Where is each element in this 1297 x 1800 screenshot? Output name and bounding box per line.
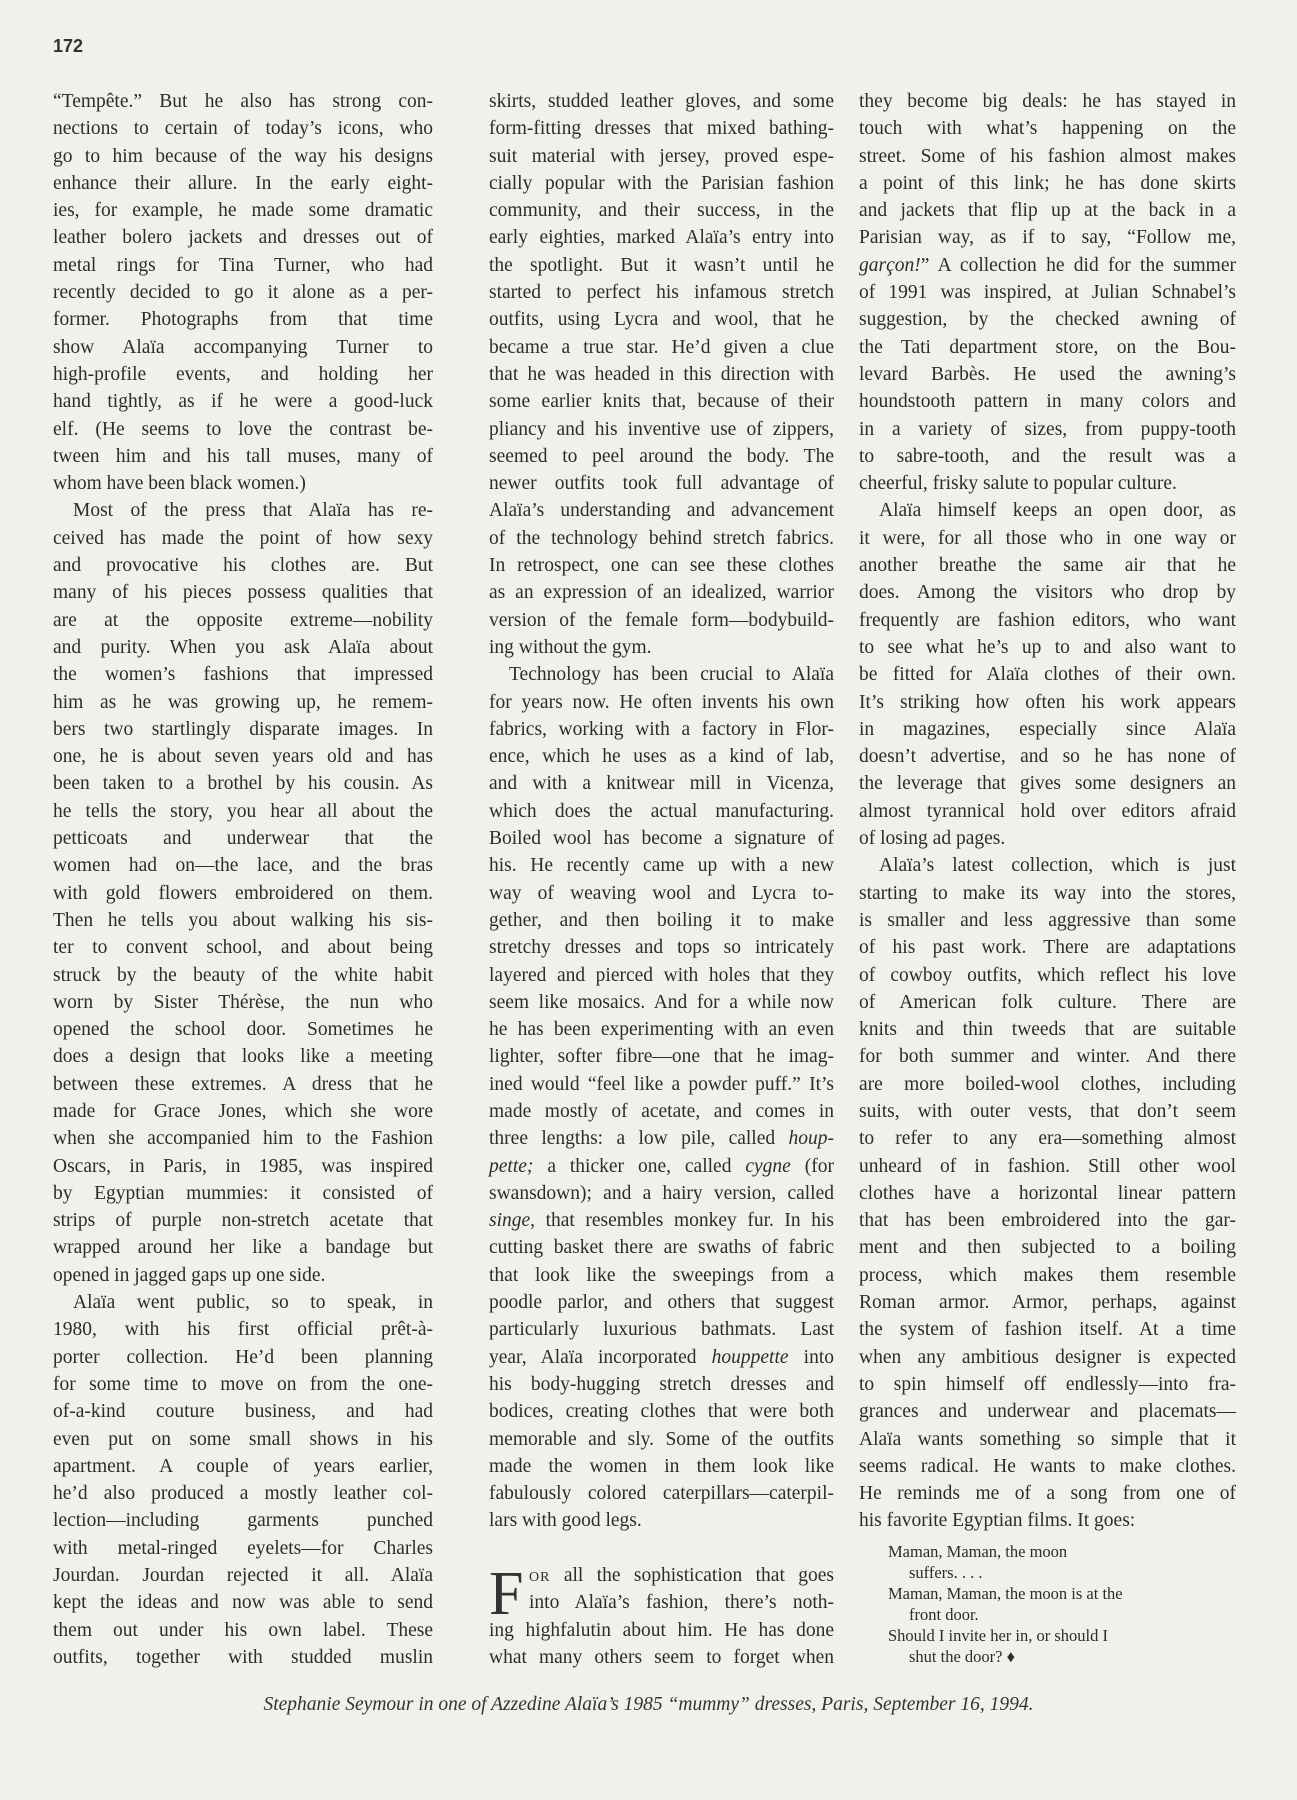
text-line: of losing ad pages. — [859, 828, 1006, 850]
text-line: ies, for example, he made some dramatic — [53, 200, 433, 222]
text-line: to spin himself off endlessly—into fra- — [859, 1373, 1236, 1395]
text-line: of cowboy outfits, which reflect his love — [859, 964, 1236, 986]
text-span: three lengths: a low pile, called — [489, 1128, 789, 1150]
text-line: gether, and then boiling it to make — [489, 909, 834, 931]
text-line: women had on—the lace, and the bras — [53, 855, 433, 877]
text-line: kept the ideas and now was able to send — [53, 1592, 433, 1614]
text-line: Parisian way, as if to say, “Follow me, — [859, 227, 1236, 249]
italic-text: garçon! — [859, 254, 921, 276]
text-line — [489, 1562, 834, 1589]
song-quote — [859, 1541, 1236, 1667]
text-line: Alaïa wants something so simple that it — [859, 1428, 1236, 1450]
text-line: for some time to move on from the one- — [53, 1373, 433, 1395]
text-line: swansdown); and a hairy version, called — [489, 1182, 834, 1204]
text-line: he tells the story, you hear all about the — [53, 800, 433, 822]
text-line: “Tempête.” But he also has strong con- — [53, 91, 433, 112]
text-line: are at the opposite extreme—nobility — [53, 609, 433, 631]
text-line: outfits, together with studded muslin — [53, 1646, 433, 1668]
text-line: Roman armor. Armor, perhaps, against — [859, 1292, 1236, 1314]
text-line: when any ambitious designer is expected — [859, 1346, 1236, 1368]
text-line: poodle parlor, and others that suggest — [489, 1292, 834, 1314]
italic-text: houp- — [788, 1128, 834, 1150]
text-line: nections to certain of today’s icons, who — [53, 118, 433, 140]
text-line: by Egyptian mummies: it consisted of — [53, 1182, 433, 1204]
text-line: strips of purple non-stretch acetate that — [53, 1210, 433, 1232]
text-line: Jourdan. Jourdan rejected it all. Alaïa — [53, 1565, 433, 1587]
text-line: go to him because of the way his designs — [53, 145, 433, 167]
text-line: made mostly of acetate, and comes in — [489, 1100, 834, 1122]
text-span: , that resembles monkey fur. In his — [530, 1210, 834, 1232]
text-line: frequently are fashion editors, who want — [859, 609, 1236, 631]
text-line: a point of this link; he has done skirts — [859, 172, 1236, 194]
text-line: what many others seem to forget when — [489, 1646, 834, 1668]
text-line: ing highfalutin about him. He has done — [489, 1619, 834, 1641]
paragraph — [859, 497, 1236, 852]
text-line: metal rings for Tina Turner, who had — [53, 254, 433, 276]
text-line: seems radical. He wants to make clothes. — [859, 1455, 1236, 1477]
italic-text: cygne — [745, 1155, 791, 1177]
text-line: lighter, softer fibre—one that he imag- — [489, 1046, 834, 1068]
text-line: his body-hugging stretch dresses and — [489, 1373, 834, 1395]
text-line: one, he is about seven years old and has — [53, 746, 433, 768]
text-line: In retrospect, one can see these clothes — [489, 555, 834, 577]
text-line: houndstooth pattern in many colors and — [859, 391, 1236, 413]
text-line: some earlier knits that, because of their — [489, 391, 834, 413]
text-span: a thicker one, called — [533, 1155, 746, 1177]
text-line: cheerful, frisky salute to popular culture. — [859, 473, 1177, 495]
text-line: for both summer and winter. And there — [859, 1046, 1236, 1068]
text-line: former. Photographs from that time — [53, 309, 433, 331]
text-line: layered and pierced with holes that they — [489, 964, 834, 986]
text-line: suit material with jersey, proved espe- — [489, 145, 834, 167]
text-line: opened in jagged gaps up one side. — [53, 1264, 326, 1286]
drop-cap: F — [489, 1560, 524, 1629]
text-line: into Alaïa’s fashion, there’s noth- — [529, 1592, 834, 1614]
verse-line: Maman, Maman, the moon — [888, 1541, 1068, 1561]
verse-line-continuation: front door. — [909, 1604, 979, 1624]
text-line: that look like the sweepings from a — [489, 1264, 834, 1286]
text-line: the women’s fashions that impressed — [53, 664, 433, 686]
text-line: of American folk culture. There are — [859, 991, 1236, 1013]
text-line: his. He recently came up with a new — [489, 855, 834, 877]
text-line: hand tightly, as if he were a good-luck — [53, 391, 433, 413]
paragraph — [859, 88, 1236, 497]
text-line: bodices, creating clothes that were both — [489, 1401, 834, 1423]
text-span: all the sophistication that goes — [550, 1565, 834, 1587]
text-line: porter collection. He’d been planning — [53, 1346, 433, 1368]
text-line: almost tyrannical hold over editors afraid — [859, 800, 1236, 822]
text-line: he has been experimenting with an even — [489, 1019, 834, 1041]
text-line: recently decided to go it alone as a per- — [53, 282, 433, 304]
text-line: with gold flowers embroidered on them. — [53, 882, 433, 904]
text-line: Alaïa’s latest collection, which is just — [879, 855, 1236, 877]
text-line: petticoats and underwear that the — [53, 828, 433, 850]
text-line: ence, which he uses as a kind of lab, — [489, 746, 834, 768]
paragraph — [53, 1289, 433, 1671]
text-line: Oscars, in Paris, in 1985, was inspired — [53, 1155, 433, 1177]
text-line: 1980, with his first official prêt-à- — [53, 1319, 433, 1341]
text-line — [859, 252, 1236, 279]
text-line — [489, 1125, 834, 1152]
text-line: his favorite Egyptian films. It goes: — [859, 1510, 1136, 1532]
verse-line: Maman, Maman, the moon is at the — [888, 1583, 1123, 1603]
text-line: ter to convent school, and about being — [53, 937, 433, 959]
text-span: into — [788, 1346, 834, 1368]
text-line: made the women in them look like — [489, 1455, 834, 1477]
text-line: him as he was growing up, he remem- — [53, 691, 433, 713]
text-line: with metal-ringed eyelets—for Charles — [53, 1537, 433, 1559]
text-line: street. Some of his fashion almost makes — [859, 145, 1236, 167]
text-span: (for — [790, 1155, 834, 1177]
text-line: Alaïa’s understanding and advancement — [489, 500, 834, 522]
text-line: many of his pieces possess qualities that — [53, 582, 433, 604]
paragraph — [489, 1562, 834, 1671]
text-line: elf. (He seems to love the contrast be- — [53, 418, 433, 440]
text-line: cially popular with the Parisian fashion — [489, 172, 834, 194]
text-line — [489, 1207, 834, 1234]
text-line: wrapped around her like a bandage but — [53, 1237, 433, 1259]
text-line: fabrics, working with a factory in Flor- — [489, 718, 834, 740]
text-line: that he was headed in this direction with — [489, 363, 834, 385]
text-line: it were, for all those who in one way or — [859, 527, 1236, 549]
text-line: to sabre-tooth, and the result was a — [859, 445, 1236, 467]
text-line: which does the actual manufacturing. — [489, 800, 834, 822]
text-line: fabulously colored caterpillars—caterpil- — [489, 1483, 834, 1505]
text-line: knits and thin tweeds that are suitable — [859, 1019, 1236, 1041]
photo-caption: Stephanie Seymour in one of Azzedine Alaïa’s 1985 “mummy” dresses, Paris, September 16, 1994. — [263, 1694, 1034, 1715]
text-line: Alaïa went public, so to speak, in — [73, 1292, 433, 1314]
text-line: for years now. He often invents his own — [489, 691, 834, 713]
text-line: enhance their allure. In the early eight- — [53, 172, 433, 194]
text-line: started to perfect his infamous stretch — [489, 282, 834, 304]
text-line: and jackets that flip up at the back in a — [859, 200, 1236, 222]
text-line: tween him and his tall muses, many of — [53, 445, 433, 467]
text-column-2 — [489, 88, 834, 1671]
text-line: does a design that looks like a meeting — [53, 1046, 433, 1068]
text-line: when she accompanied him to the Fashion — [53, 1128, 433, 1150]
paragraph — [489, 88, 834, 661]
text-line: It’s striking how often his work appears — [859, 691, 1236, 713]
text-line: stretchy dresses and tops so intricately — [489, 937, 834, 959]
text-line: of 1991 was inspired, at Julian Schnabel’s — [859, 282, 1236, 304]
text-line: that has been embroidered into the gar- — [859, 1210, 1236, 1232]
text-line: of the technology behind stretch fabrics. — [489, 527, 834, 549]
text-line: of-a-kind couture business, and had — [53, 1401, 433, 1423]
text-line: ing without the gym. — [489, 636, 652, 658]
text-line: and provocative his clothes are. But — [53, 555, 433, 577]
text-column-3 — [859, 88, 1236, 1667]
text-line: particularly luxurious bathmats. Last — [489, 1319, 834, 1341]
text-line: in magazines, especially since Alaïa — [859, 718, 1236, 740]
text-line: and purity. When you ask Alaïa about — [53, 636, 433, 658]
text-line: them out under his own label. These — [53, 1619, 433, 1641]
text-line: seemed to peel around the body. The — [489, 445, 834, 467]
text-line: levard Barbès. He used the awning’s — [859, 363, 1236, 385]
text-line: skirts, studded leather gloves, and some — [489, 91, 834, 112]
text-line: Most of the press that Alaïa has re- — [73, 500, 433, 522]
text-line: the system of fashion itself. At a time — [859, 1319, 1236, 1341]
text-line: ceived has made the point of how sexy — [53, 527, 433, 549]
text-span: OR — [529, 1570, 551, 1586]
italic-text: houppette — [711, 1346, 789, 1368]
text-line: leather bolero jackets and dresses out of — [53, 227, 433, 249]
text-line: apartment. A couple of years earlier, — [53, 1455, 433, 1477]
text-line: high-profile events, and holding her — [53, 363, 433, 385]
verse-line-continuation: suffers. . . . — [909, 1562, 983, 1582]
text-line: in a variety of sizes, from puppy-tooth — [859, 418, 1236, 440]
page-number: 172 — [53, 36, 84, 56]
text-line: memorable and sly. Some of the outfits — [489, 1428, 834, 1450]
text-line: unheard of in fashion. Still other wool — [859, 1155, 1236, 1177]
text-line: way of weaving wool and Lycra to- — [489, 882, 834, 904]
text-line: seem like mosaics. And for a while now — [489, 991, 834, 1013]
text-line — [489, 1344, 834, 1371]
text-line: clothes have a horizontal linear pattern — [859, 1182, 1236, 1204]
text-line: community, and their success, in the — [489, 200, 834, 222]
text-line: between these extremes. A dress that he — [53, 1073, 433, 1095]
text-line: bers two startlingly disparate images. In — [53, 718, 433, 740]
verse-line: Should I invite her in, or should I — [888, 1625, 1108, 1645]
text-line: pliancy and his inventive use of zippers, — [489, 418, 834, 440]
text-line: process, which makes them resemble — [859, 1264, 1236, 1286]
text-line: lection—including garments punched — [53, 1510, 433, 1532]
text-line: version of the female form—bodybuild- — [489, 609, 834, 631]
text-line: does. Among the visitors who drop by — [859, 582, 1236, 604]
text-line: grances and underwear and placemats— — [859, 1401, 1236, 1423]
text-line: the Tati department store, on the Bou- — [859, 336, 1236, 358]
text-line: worn by Sister Thérèse, the nun who — [53, 991, 433, 1013]
text-line: show Alaïa accompanying Turner to — [53, 336, 433, 358]
text-line: became a true star. He’d given a clue — [489, 336, 834, 358]
text-line: been taken to a brothel by his cousin. As — [53, 773, 433, 795]
text-line: to see what he’s up to and also want to — [859, 636, 1236, 658]
text-line: lars with good legs. — [489, 1510, 642, 1532]
text-span: ” A collection he did for the summer — [920, 254, 1236, 276]
text-line: even put on some small shows in his — [53, 1428, 433, 1450]
text-line: He reminds me of a song from one of — [859, 1483, 1236, 1505]
verse-line-continuation: shut the door? ♦ — [909, 1646, 1016, 1666]
text-column-1 — [53, 88, 433, 1671]
text-line: Then he tells you about walking his sis- — [53, 909, 433, 931]
text-line: struck by the beauty of the white habit — [53, 964, 433, 986]
text-line: early eighties, marked Alaïa’s entry into — [489, 227, 834, 249]
text-line: the leverage that gives some designers an — [859, 773, 1236, 795]
text-line: touch with what’s happening on the — [859, 118, 1236, 140]
text-line: they become big deals: he has stayed in — [859, 91, 1236, 112]
text-line: ment and then subjected to a boiling — [859, 1237, 1236, 1259]
paragraph — [489, 661, 834, 1535]
text-line: to refer to any era—something almost — [859, 1128, 1236, 1150]
text-line: suggestion, by the checked awning of — [859, 309, 1236, 331]
text-line: ined would “feel like a powder puff.” It’s — [489, 1073, 834, 1095]
text-line: form-fitting dresses that mixed bathing- — [489, 118, 834, 140]
text-line: starting to make its way into the stores, — [859, 882, 1236, 904]
text-line: suits, with outer vests, that don’t seem — [859, 1100, 1236, 1122]
text-line: opened the school door. Sometimes he — [53, 1019, 433, 1041]
text-line: of his past work. There are adaptations — [859, 937, 1236, 959]
text-line: and with a knitwear mill in Vicenza, — [489, 773, 834, 795]
text-line: made for Grace Jones, which she wore — [53, 1100, 433, 1122]
text-line: be fitted for Alaïa clothes of their own. — [859, 664, 1236, 686]
text-line: outfits, using Lycra and wool, that he — [489, 309, 834, 331]
text-line: Boiled wool has become a signature of — [489, 828, 834, 850]
text-line: is smaller and less aggressive than some — [859, 909, 1236, 931]
text-line: he’d also produced a mostly leather col- — [53, 1483, 433, 1505]
paragraph — [859, 852, 1236, 1534]
text-span: year, Alaïa incorporated — [489, 1346, 712, 1368]
text-line — [489, 1153, 834, 1180]
paragraph — [53, 497, 433, 1289]
text-line: whom have been black women.) — [53, 473, 306, 495]
text-line: Alaïa himself keeps an open door, as — [879, 500, 1236, 522]
text-line: the spotlight. But it wasn’t until he — [489, 254, 834, 276]
text-line: as an expression of an idealized, warrior — [489, 582, 834, 604]
text-line: cutting basket there are swaths of fabric — [489, 1237, 834, 1259]
italic-text: pette; — [489, 1155, 534, 1177]
paragraph — [53, 88, 433, 497]
text-line: newer outfits took full advantage of — [489, 473, 834, 495]
italic-text: singe — [489, 1210, 531, 1232]
text-line: Technology has been crucial to Alaïa — [509, 664, 834, 686]
text-line: another breathe the same air that he — [859, 555, 1236, 577]
text-line: are more boiled-wool clothes, including — [859, 1073, 1236, 1095]
text-line: doesn’t advertise, and so he has none of — [859, 746, 1236, 768]
